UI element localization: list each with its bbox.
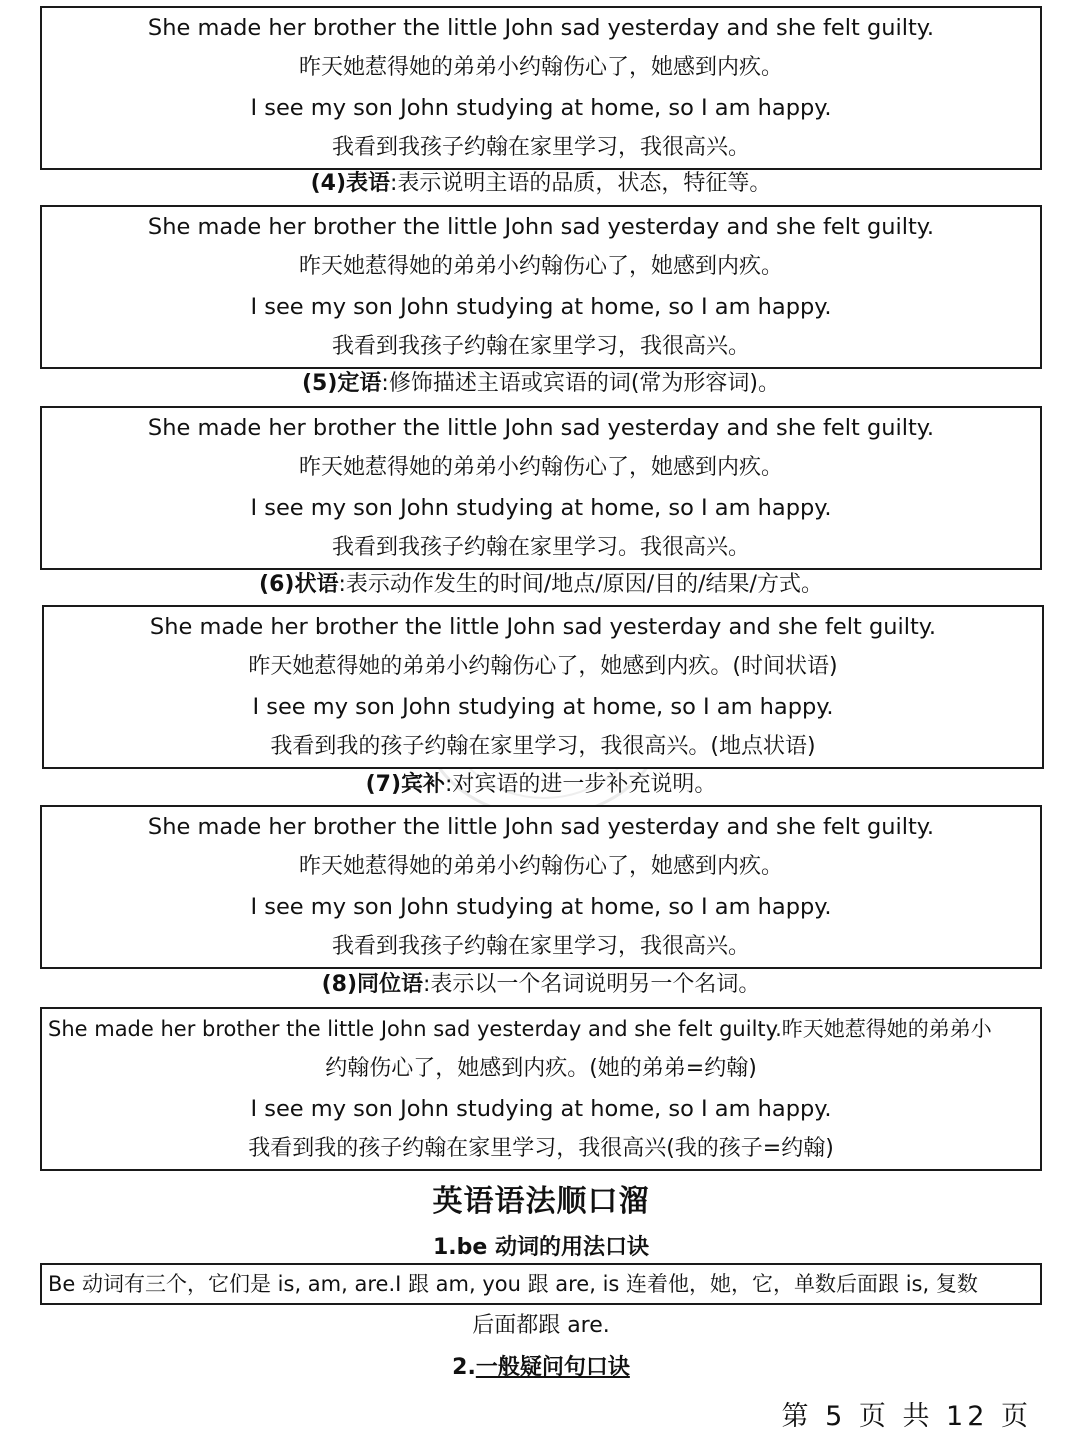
heading-description: :表示以一个名词说明另一个名词。	[423, 972, 761, 997]
example-box-5	[40, 805, 1042, 969]
example-chinese-translation: 昨天她惹得她的弟弟小约翰伤心了，她感到内疚。	[298, 55, 783, 80]
example-chinese-translation: 我看到我孩子约翰在家里学习，我很高兴。	[331, 934, 750, 959]
section-title: 英语语法顺口溜	[432, 1184, 650, 1219]
subsection-be-verb-title: 1.be 动词的用法口诀	[433, 1235, 649, 1260]
be-verb-rule-continuation: 后面都跟 are.	[472, 1313, 610, 1338]
heading-description: :表示动作发生的时间/地点/原因/目的/结果/方式。	[338, 572, 823, 597]
example-english-sentence: I see my son John studying at home, so I am happy.	[250, 894, 832, 920]
heading-description: :修饰描述主语或宾语的词(常为形容词)。	[381, 371, 780, 396]
example-english-sentence: She made her brother the little John sad yesterday and she felt guilty.	[147, 214, 935, 240]
heading-description: :表示说明主语的品质，状态，特征等。	[390, 171, 772, 196]
example-english-sentence: She made her brother the little John sad yesterday and she felt guilty.昨天她惹得她的弟弟小	[48, 1017, 992, 1041]
example-chinese-translation: 昨天她惹得她的弟弟小约翰伤心了，她感到内疚。	[298, 854, 783, 879]
example-chinese-translation: 我看到我孩子约翰在家里学习，我很高兴。	[331, 135, 750, 160]
page-number-footer: 第 5 页 共 12 页	[781, 1401, 1032, 1432]
example-english-sentence: I see my son John studying at home, so I am happy.	[250, 294, 832, 320]
heading-appositive	[40, 965, 1042, 1005]
example-english-sentence: I see my son John studying at home, so I am happy.	[250, 495, 832, 521]
heading-term: (7)宾补	[365, 772, 445, 797]
heading-adverbial	[40, 565, 1042, 605]
subsection-general-question-text: 一般疑问句口诀	[475, 1355, 630, 1380]
example-chinese-translation: 我看到我的孩子约翰在家里学习，我很高兴。(地点状语)	[270, 734, 816, 759]
heading-object-complement	[40, 765, 1042, 805]
subsection-general-question-title	[40, 1350, 1042, 1381]
heading-term: (4)表语	[310, 171, 390, 196]
example-chinese-translation: 我看到我的孩子约翰在家里学习，我很高兴(我的孩子=约翰)	[248, 1136, 834, 1161]
be-verb-rule-text: Be 动词有三个，它们是 is, am, are.I 跟 am, you 跟 are, is 连着他，她，它，单数后面跟 is, 复数	[48, 1272, 978, 1296]
heading-attributive	[40, 364, 1042, 404]
example-english-sentence: I see my son John studying at home, so I am happy.	[250, 1096, 832, 1122]
be-verb-rule-box	[40, 1263, 1042, 1305]
example-english-sentence: She made her brother the little John sad yesterday and she felt guilty.	[147, 814, 935, 840]
example-chinese-translation: 昨天她惹得她的弟弟小约翰伤心了，她感到内疚。(时间状语)	[248, 654, 838, 679]
example-box-4	[42, 605, 1044, 769]
example-english-sentence: I see my son John studying at home, so I am happy.	[250, 95, 832, 121]
example-box-2	[40, 205, 1042, 369]
example-english-sentence: I see my son John studying at home, so I am happy.	[252, 694, 834, 720]
heading-term: (6)状语	[259, 572, 339, 597]
example-box-3	[40, 406, 1042, 570]
example-chinese-translation: 约翰伤心了，她感到内疚。(她的弟弟=约翰)	[325, 1056, 757, 1081]
example-english-sentence: She made her brother the little John sad yesterday and she felt guilty.	[147, 415, 935, 441]
heading-description: :对宾语的进一步补充说明。	[445, 772, 717, 797]
example-english-sentence: She made her brother the little John sad yesterday and she felt guilty.	[147, 15, 935, 41]
heading-term: (8)同位语	[321, 972, 423, 997]
heading-predicative	[40, 164, 1042, 204]
example-chinese-translation: 我看到我孩子约翰在家里学习，我很高兴。	[331, 334, 750, 359]
example-box-1	[40, 6, 1042, 170]
subsection-number: 2.	[452, 1355, 476, 1380]
example-english-sentence: She made her brother the little John sad yesterday and she felt guilty.	[149, 614, 937, 640]
example-box-6	[40, 1007, 1042, 1171]
heading-term: (5)定语	[301, 371, 382, 396]
example-chinese-translation: 昨天她惹得她的弟弟小约翰伤心了，她感到内疚。	[298, 455, 783, 480]
example-chinese-translation: 昨天她惹得她的弟弟小约翰伤心了，她感到内疚。	[298, 254, 783, 279]
example-chinese-translation: 我看到我孩子约翰在家里学习。我很高兴。	[331, 535, 750, 560]
